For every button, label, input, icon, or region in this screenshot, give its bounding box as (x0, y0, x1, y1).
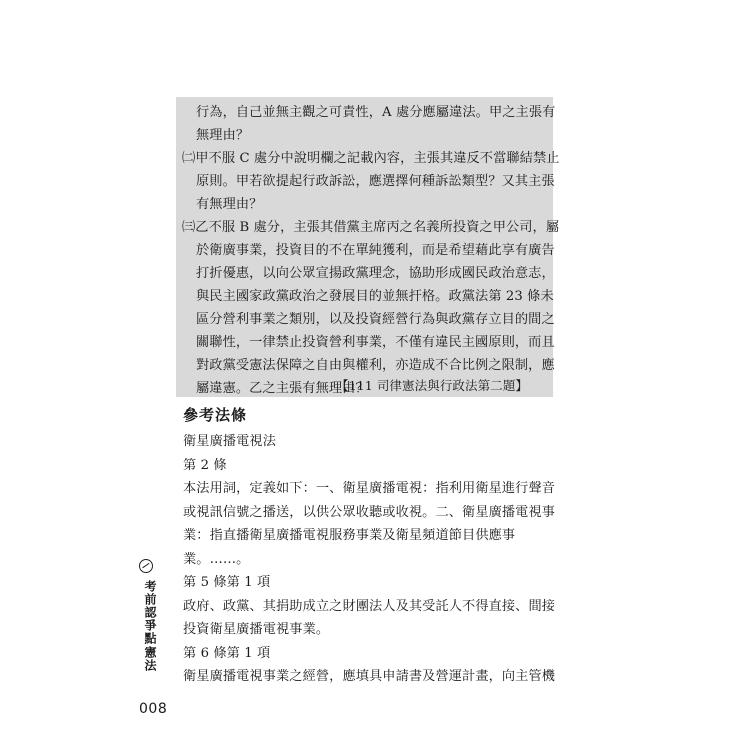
question-line: 打折優惠，以向公眾宣揚政黨理念，協助形成國民政治意志， (196, 266, 555, 281)
article-text: 或視訊信號之播送，以供公眾收聽或收視。二、衛星廣播電視事 (183, 505, 556, 520)
question-line: 與民主國家政黨政治之發展目的並無扞格。政黨法第 23 條未 (196, 289, 554, 304)
article-text: 投資衛星廣播電視事業。 (183, 622, 330, 637)
question-box (176, 97, 560, 397)
article-text: 業。……。 (183, 552, 250, 567)
side-subject: 憲法 (143, 646, 157, 672)
pen-nib-icon (139, 559, 153, 573)
article-number: 第 6 條第 1 項 (183, 646, 271, 661)
article-number: 第 5 條第 1 項 (183, 575, 271, 590)
question-line: ㈢乙不服 B 處分，主張其借黨主席丙之名義所投資之甲公司，屬 (182, 220, 560, 235)
article-text: 衛星廣播電視事業之經營，應填具申請書及營運計畫，向主管機 (183, 669, 556, 684)
question-line: 原則。甲若欲提起行政訴訟，應選擇何種訴訟類型？又其主張 (196, 174, 555, 189)
article-number: 第 2 條 (183, 458, 227, 473)
article-text: 本法用詞，定義如下：一、衛星廣播電視：指利用衛星進行聲音 (183, 481, 556, 496)
question-line: 對政黨受憲法保障之自由與權利，亦造成不合比例之限制，應 (196, 358, 555, 373)
article-text: 業：指直播衛星廣播電視服務事業及衛星頻道節目供應事 (183, 528, 516, 543)
question-line: 於衛廣事業，投資目的不在單純獲利，而是希望藉此享有廣告 (196, 243, 555, 258)
reference-heading: 參考法條 (183, 406, 248, 424)
question-line: ㈡甲不服 C 處分中說明欄之記載內容，主張其違反不當聯結禁止 (182, 151, 560, 166)
page-number: 008 (139, 701, 168, 717)
question-line: 關聯性，一律禁止投資營利事業，不僅有違民主國原則，而且 (196, 335, 555, 350)
question-line: 屬違憲。乙之主張有無理由？ (196, 381, 369, 396)
article-text: 政府、政黨、其捐助成立之財團法人及其受託人不得直接、間接 (183, 599, 556, 614)
side-title: 考前認爭點 (143, 580, 157, 645)
question-line: 區分營利事業之類別，以及投資經營行為與政黨存立目的間之 (196, 312, 555, 327)
law-name: 衛星廣播電視法 (183, 434, 277, 449)
question-source: 【111 司律憲法與行政法第二題】 (336, 378, 529, 393)
question-line: 行為，自己並無主觀之可責性，A 處分應屬違法。甲之主張有 (196, 105, 556, 120)
question-line: 有無理由？ (196, 197, 263, 212)
question-line: 無理由？ (196, 128, 250, 143)
